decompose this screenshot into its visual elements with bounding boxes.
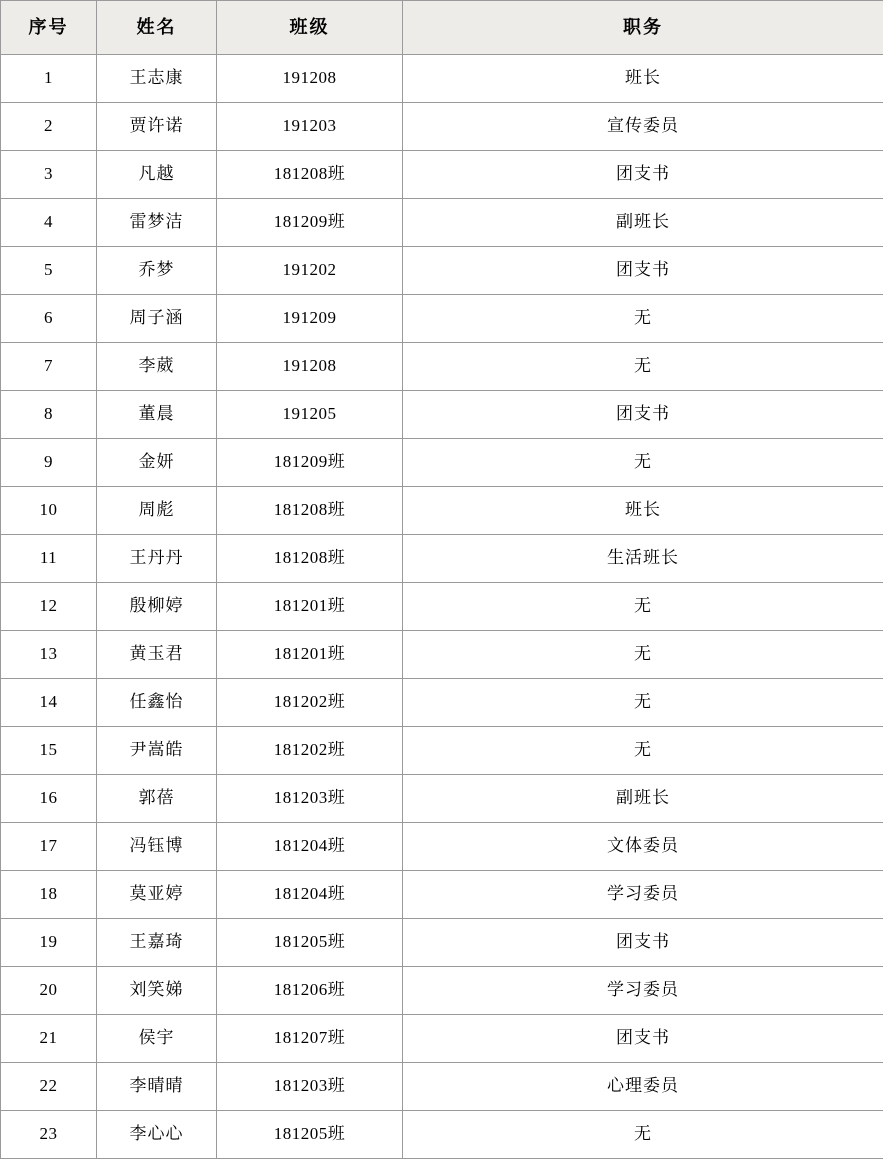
- cell-class: 181203班: [217, 775, 403, 823]
- cell-class: 181204班: [217, 823, 403, 871]
- cell-index: 18: [1, 871, 97, 919]
- cell-role: 团支书: [403, 919, 883, 967]
- cell-class: 191209: [217, 295, 403, 343]
- cell-class: 181205班: [217, 1111, 403, 1159]
- cell-name: 殷柳婷: [97, 583, 217, 631]
- cell-class: 191205: [217, 391, 403, 439]
- cell-role: 班长: [403, 55, 883, 103]
- cell-role: 学习委员: [403, 871, 883, 919]
- cell-role: 团支书: [403, 391, 883, 439]
- cell-index: 13: [1, 631, 97, 679]
- cell-name: 凡越: [97, 151, 217, 199]
- cell-role: 副班长: [403, 199, 883, 247]
- cell-index: 5: [1, 247, 97, 295]
- table-row: [1, 343, 883, 391]
- cell-class: 181202班: [217, 679, 403, 727]
- cell-role: 团支书: [403, 151, 883, 199]
- cell-name: 郭蓓: [97, 775, 217, 823]
- cell-role: 心理委员: [403, 1063, 883, 1111]
- cell-index: 7: [1, 343, 97, 391]
- cell-class: 191208: [217, 343, 403, 391]
- cell-index: 20: [1, 967, 97, 1015]
- cell-index: 8: [1, 391, 97, 439]
- cell-role: 无: [403, 1111, 883, 1159]
- table-row: [1, 1015, 883, 1063]
- table-row: [1, 199, 883, 247]
- cell-name: 雷梦洁: [97, 199, 217, 247]
- cell-index: 14: [1, 679, 97, 727]
- cell-class: 181204班: [217, 871, 403, 919]
- cell-index: 9: [1, 439, 97, 487]
- column-header-role: 职务: [403, 1, 883, 55]
- cell-name: 黄玉君: [97, 631, 217, 679]
- cell-name: 贾许诺: [97, 103, 217, 151]
- cell-name: 冯钰博: [97, 823, 217, 871]
- cell-name: 莫亚婷: [97, 871, 217, 919]
- table-row: [1, 295, 883, 343]
- cell-name: 侯宇: [97, 1015, 217, 1063]
- cell-index: 23: [1, 1111, 97, 1159]
- cell-name: 董晨: [97, 391, 217, 439]
- cell-role: 无: [403, 295, 883, 343]
- cell-name: 李晴晴: [97, 1063, 217, 1111]
- table-row: [1, 631, 883, 679]
- table-row: [1, 391, 883, 439]
- cell-class: 181208班: [217, 535, 403, 583]
- cell-role: 团支书: [403, 1015, 883, 1063]
- table-row: [1, 247, 883, 295]
- cell-index: 1: [1, 55, 97, 103]
- cell-role: 无: [403, 343, 883, 391]
- table-row: [1, 103, 883, 151]
- cell-name: 乔梦: [97, 247, 217, 295]
- table-row: [1, 919, 883, 967]
- cell-role: 无: [403, 439, 883, 487]
- table-row: [1, 487, 883, 535]
- cell-index: 15: [1, 727, 97, 775]
- table-header-row: [1, 1, 883, 55]
- cell-index: 17: [1, 823, 97, 871]
- cell-name: 王丹丹: [97, 535, 217, 583]
- cell-class: 181206班: [217, 967, 403, 1015]
- cell-index: 16: [1, 775, 97, 823]
- cell-index: 2: [1, 103, 97, 151]
- cell-class: 181207班: [217, 1015, 403, 1063]
- cell-role: 无: [403, 727, 883, 775]
- cell-index: 11: [1, 535, 97, 583]
- cell-class: 181203班: [217, 1063, 403, 1111]
- cell-role: 团支书: [403, 247, 883, 295]
- cell-class: 181201班: [217, 583, 403, 631]
- cell-name: 李心心: [97, 1111, 217, 1159]
- cell-class: 181208班: [217, 151, 403, 199]
- cell-role: 宣传委员: [403, 103, 883, 151]
- column-header-class: 班级: [217, 1, 403, 55]
- table-body: [1, 55, 883, 1159]
- cell-class: 181209班: [217, 199, 403, 247]
- cell-name: 金妍: [97, 439, 217, 487]
- cell-role: 副班长: [403, 775, 883, 823]
- table-row: [1, 823, 883, 871]
- cell-index: 3: [1, 151, 97, 199]
- cell-index: 6: [1, 295, 97, 343]
- cell-name: 尹嵩皓: [97, 727, 217, 775]
- table-row: [1, 1111, 883, 1159]
- cell-name: 王志康: [97, 55, 217, 103]
- cell-name: 李葳: [97, 343, 217, 391]
- cell-class: 181209班: [217, 439, 403, 487]
- cell-role: 学习委员: [403, 967, 883, 1015]
- cell-name: 王嘉琦: [97, 919, 217, 967]
- cell-class: 181202班: [217, 727, 403, 775]
- cell-index: 4: [1, 199, 97, 247]
- cell-role: 班长: [403, 487, 883, 535]
- table-row: [1, 871, 883, 919]
- cell-class: 181205班: [217, 919, 403, 967]
- column-header-index: 序号: [1, 1, 97, 55]
- column-header-name: 姓名: [97, 1, 217, 55]
- cell-class: 191203: [217, 103, 403, 151]
- cell-index: 19: [1, 919, 97, 967]
- table-row: [1, 679, 883, 727]
- cell-role: 无: [403, 583, 883, 631]
- cell-role: 生活班长: [403, 535, 883, 583]
- cell-name: 周彪: [97, 487, 217, 535]
- cell-role: 无: [403, 679, 883, 727]
- cell-name: 刘笑娣: [97, 967, 217, 1015]
- cell-name: 周子涵: [97, 295, 217, 343]
- table-row: [1, 151, 883, 199]
- table-row: [1, 55, 883, 103]
- table-row: [1, 583, 883, 631]
- cell-index: 21: [1, 1015, 97, 1063]
- cell-role: 文体委员: [403, 823, 883, 871]
- cell-class: 191208: [217, 55, 403, 103]
- cell-class: 181201班: [217, 631, 403, 679]
- cell-role: 无: [403, 631, 883, 679]
- table-row: [1, 727, 883, 775]
- table-row: [1, 1063, 883, 1111]
- cell-index: 10: [1, 487, 97, 535]
- cell-class: 181208班: [217, 487, 403, 535]
- cell-name: 任鑫怡: [97, 679, 217, 727]
- table-row: [1, 535, 883, 583]
- cell-index: 12: [1, 583, 97, 631]
- cell-class: 191202: [217, 247, 403, 295]
- table-row: [1, 775, 883, 823]
- table-header: [1, 1, 883, 55]
- table-row: [1, 439, 883, 487]
- cell-index: 22: [1, 1063, 97, 1111]
- table-row: [1, 967, 883, 1015]
